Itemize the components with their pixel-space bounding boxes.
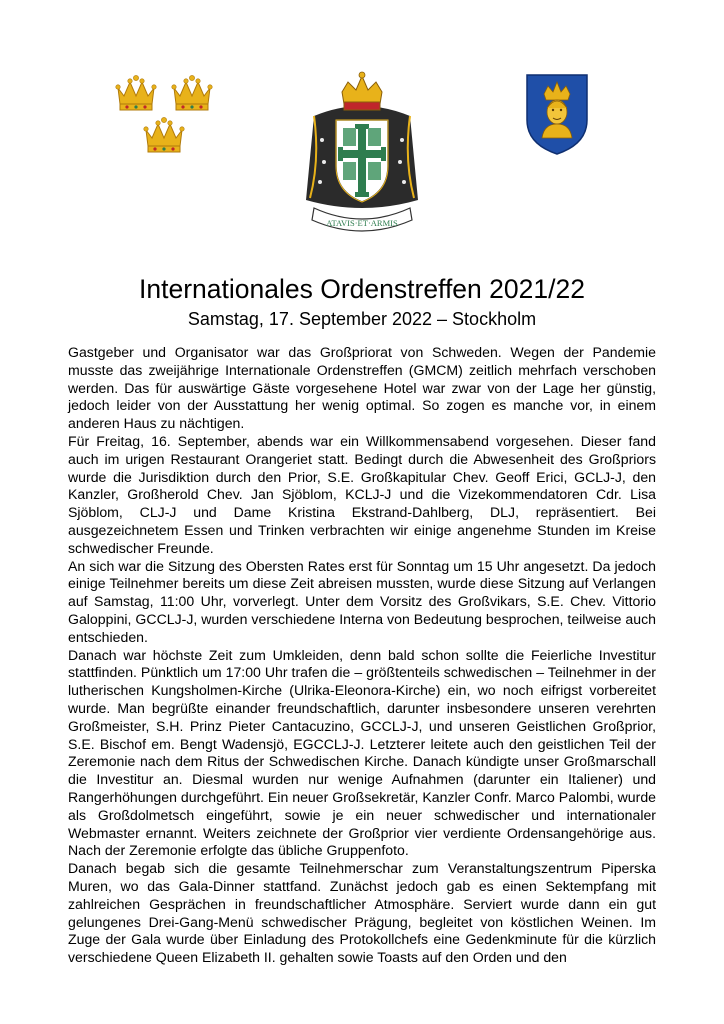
paragraph: Für Freitag, 16. September, abends war ein Willkommensabend vorgesehen. Dieser fand auch im urigen Restaurant Orangeriet statt. Bedingt durch die Abwesenheit des Großpriors wurde die Jurisdiktion durch den Prior, S.E. Großkapitular Chev. Geoff Erici, GCLJ-J, den Kanzler, Großherold Chev. Jan Sjöblom, KCLJ-J und die Vizekommendatoren Cdr. Lisa Sjöblom, CLJ-J und Dame Kristina Ekstrand-Dahlberg, DLJ, repräsentiert. Bei ausgezeichnetem Essen und Trinken verbrachten wir einige angenehme Stunden im Kreise schwedischer Freunde. xyxy=(68,432,656,556)
page-title: Internationales Ordenstreffen 2021/22 xyxy=(139,274,585,304)
paragraph: Danach begab sich die gesamte Teilnehmerschar zum Veranstaltungszentrum Piperska Muren, wo das Gala-Dinner stattfand. Zunächst jedoch gab es einen Sektempfang mit zahlreichen Gesprächen in freundschaftlicher Atmosphäre. Serviert wurde dann ein gut gelungenes Drei-Gang-Menü schwedischer Prägung, begleitet von köstlichen Weinen. Im Zuge der Gala wurde über Einladung des Protokollchefs eine Gedenkminute für die kürzlich verschiedene Queen Elizabeth II. gehalten sowie Toasts auf den Orden und den xyxy=(68,860,656,966)
three-crowns-icon xyxy=(112,72,222,156)
paragraph: Danach war höchste Zeit zum Umkleiden, denn bald schon sollte die Feierliche Investitur stattfinden. Pünktlich um 17:00 Uhr trafen die – größtenteils schwedischen – Teilnehmer in der lutherischen Kungsholmen-Kirche (Ulrika-Eleonora-Kirche) ein, wo noch eifrigst vorbereitet wurde. Man begrüßte einander freundschaftlich, darunter insbesondere unseren verehrten Großmeister, S.H. Prinz Pieter Cantacuzino, GCCLJ-J, und unseren Geistlichen Großprior, S.E. Bischof em. Bengt Wadensjö, EGCCLJ-J. Letzterer leitete auch den geistlichen Teil der Zeremonie nach dem Ritus der Schwedischen Kirche. Danach kündigte unser Großmarschall die Investitur an. Diesmal wurden nur wenige Aufnahmen (darunter ein Italiener) und Rangerhöhungen durchgeführt. Ein neuer Großsekretär, Kanzler Confr. Marco Palombi, wurde als Großdolmetsch eingeführt, sowie je ein neuer schwedischer und internationaler Webmaster ernannt. Weiters zeichnete der Großprior vier verdiente Ordensangehörige aus. Nach der Zeremonie erfolgte das übliche Gruppenfoto. xyxy=(68,646,656,859)
saint-erik-shield-icon xyxy=(524,72,590,156)
article-body xyxy=(68,344,656,967)
paragraph: An sich war die Sitzung des Obersten Rates erst für Sonntag um 15 Uhr angesetzt. Da jedoch einige Teilnehmer bereits um diese Zeit abreisen mussten, wurde diese Sitzung auf Verlangen auf Samstag, 11:00 Uhr, vorverlegt. Unter dem Vorsitz des Großvikars, S.E. Chev. Vittorio Galoppini, GCCLJ-J, wurden verschiedene Interna von Bedeutung besprochen, teilweise auch entschieden. xyxy=(68,557,656,645)
motto-text: ATAVIS·ET·ARMIS xyxy=(326,218,398,228)
page-subtitle: Samstag, 17. September 2022 – Stockholm xyxy=(187,309,537,329)
order-coat-of-arms-icon xyxy=(300,70,424,240)
paragraph: Gastgeber und Organisator war das Großpriorat von Schweden. Wegen der Pandemie musste das zweijährige Internationale Ordenstreffen (GMCM) zeitlich mehrfach verschoben werden. Das für auswärtige Gäste vorgesehene Hotel war zwar von der Lage her günstig, jedoch leider von der Ausstattung her wenig optimal. So zogen es manche vor, in einem anderen Haus zu nächtigen. xyxy=(68,344,656,432)
